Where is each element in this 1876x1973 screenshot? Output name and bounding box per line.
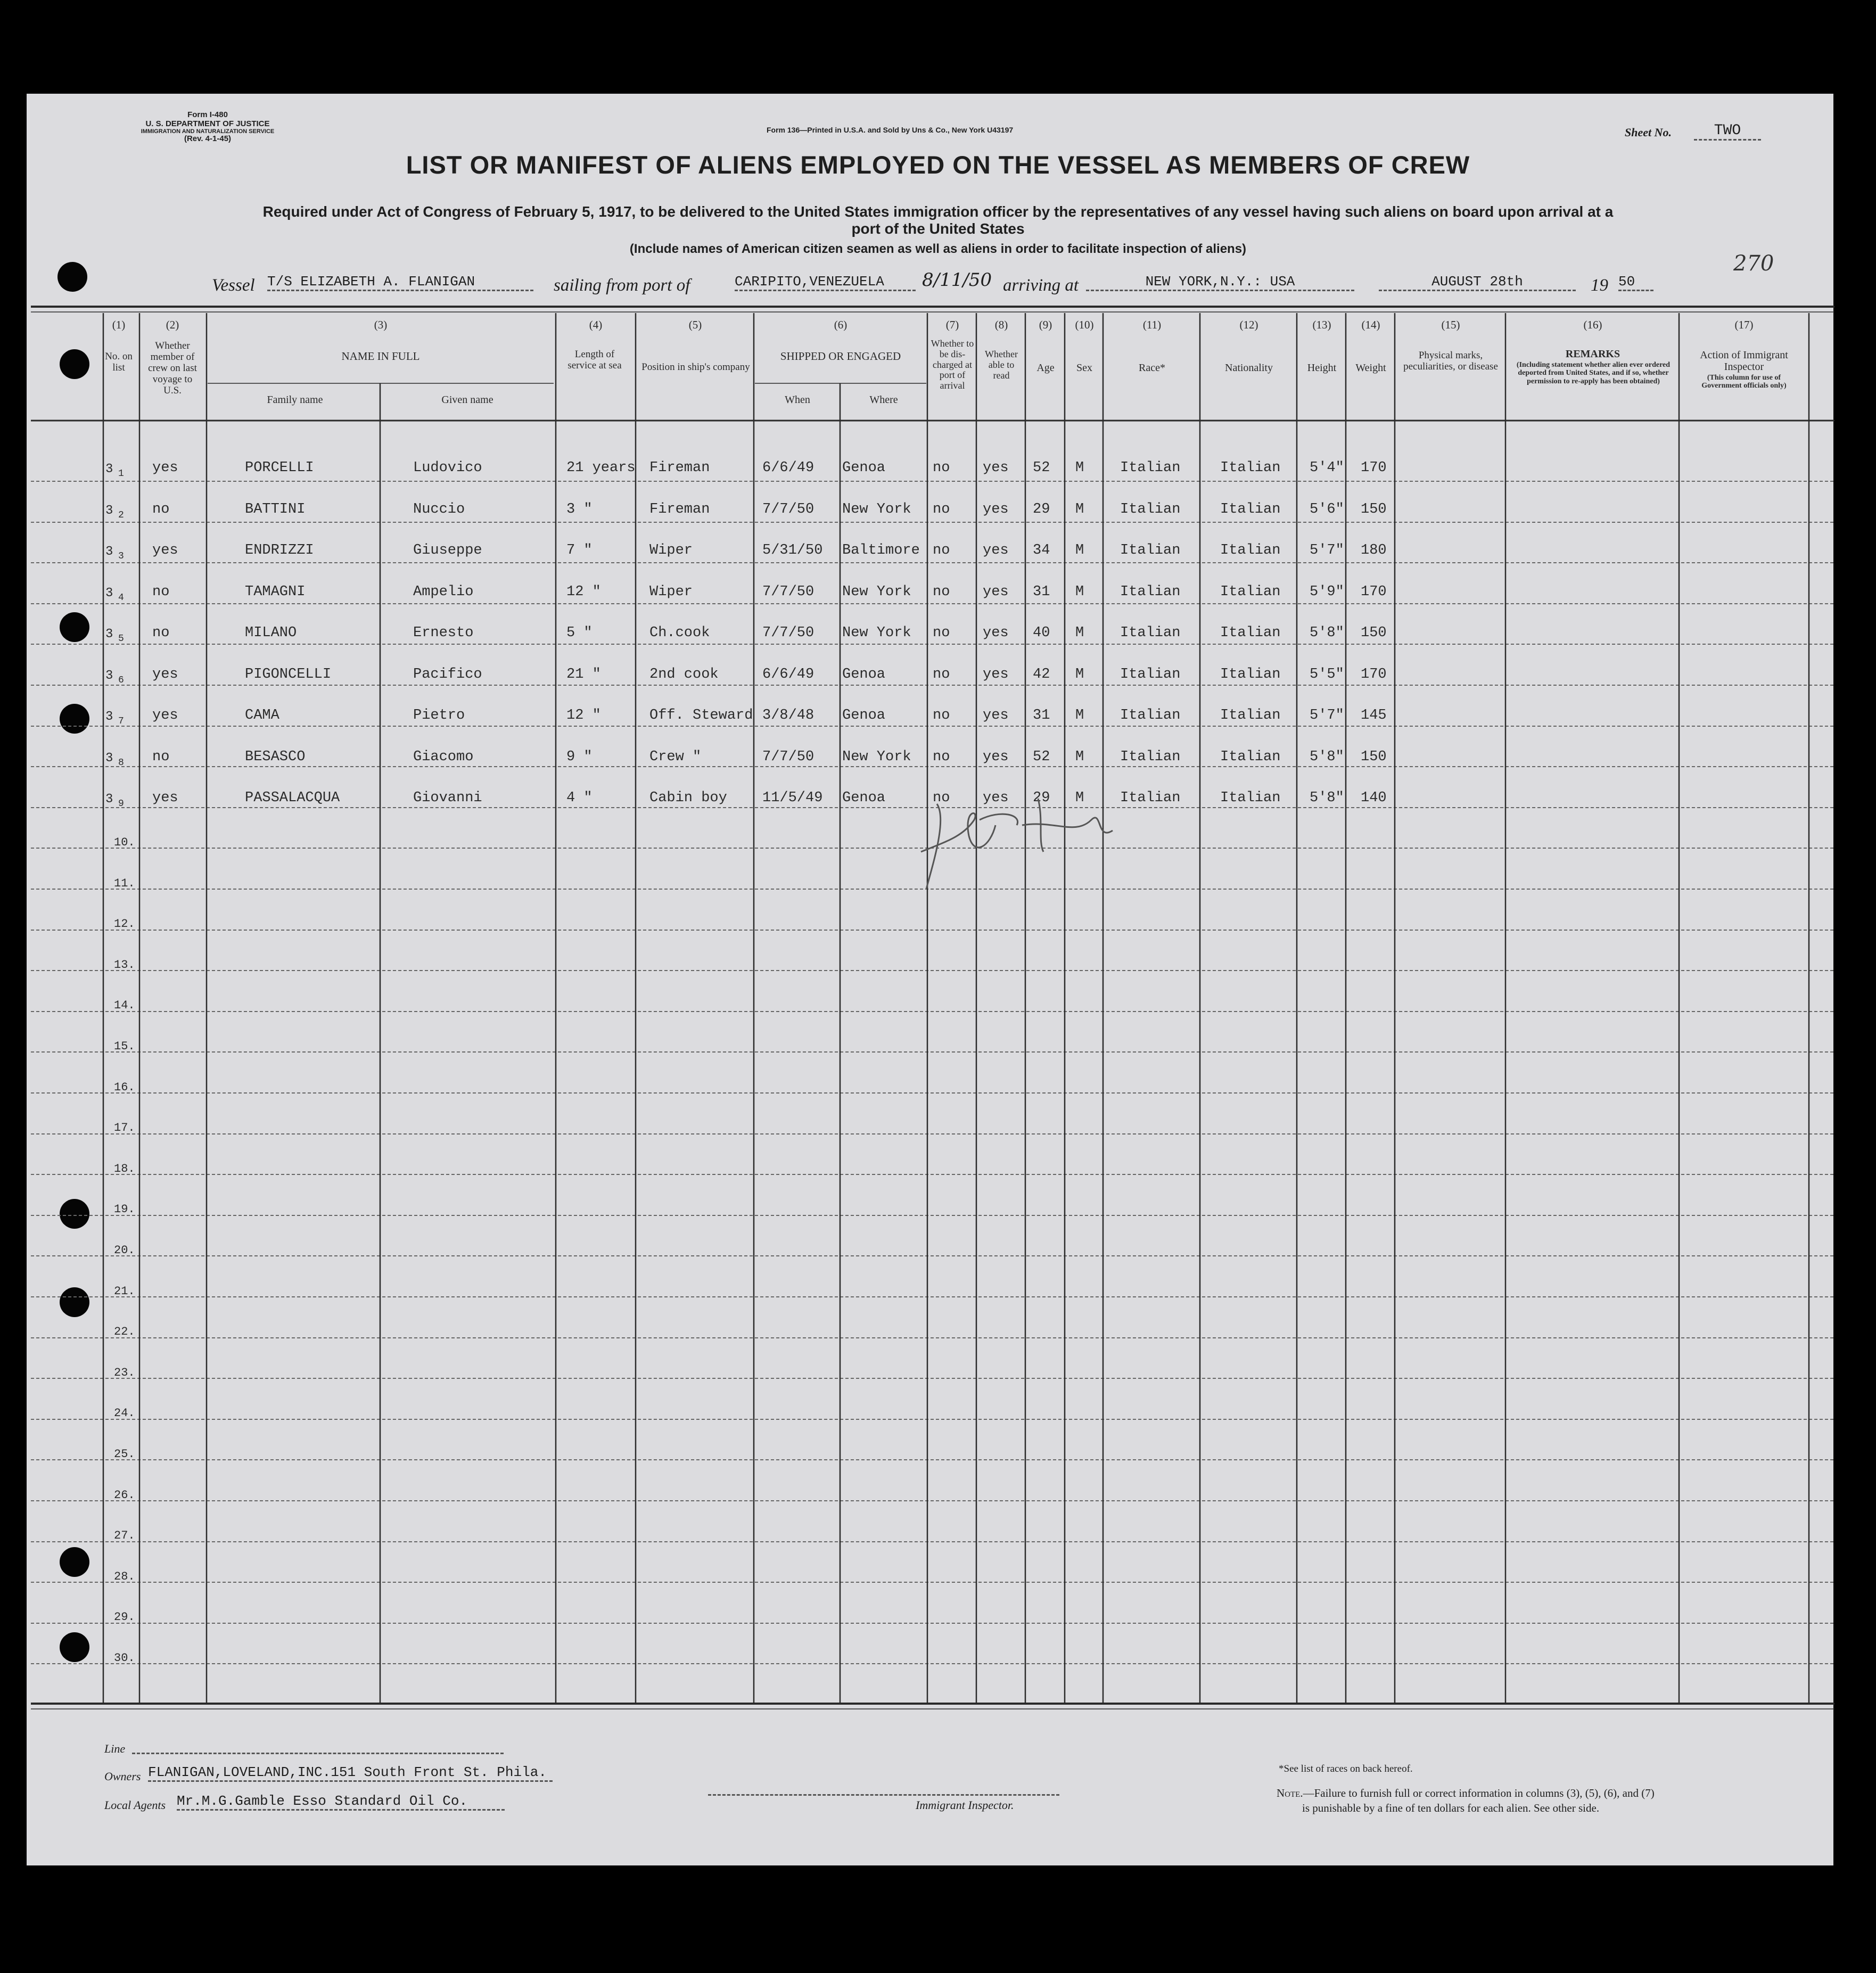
note-line-2: is punishable by a fine of ten dollars for each alien. See other side. [1302,1802,1600,1814]
cell-age: 29 [1033,790,1050,806]
cell-last-voyage: yes [152,790,178,806]
cell-discharged: no [933,625,950,641]
cell-family: PASSALACQUA [245,790,340,806]
row-number-sub-wrap [118,673,124,686]
cell-discharged: no [933,542,950,558]
cell-race: Italian [1120,667,1181,683]
empty-row-number: 27. [114,1529,135,1542]
sheet-label: Sheet No. [1625,126,1672,139]
owners-label: Owners [104,1770,141,1783]
subtitle-port: port of the United States [851,220,1025,237]
year-value: 50 [1618,274,1653,291]
header-discharged: Whether to be dis-charged at port of arrival [931,338,974,391]
cell-sex: M [1075,584,1084,600]
empty-row-number: 26. [114,1489,135,1502]
cell-height: 5'8" [1310,625,1344,641]
row-number: 3 [105,504,113,518]
cell-service: 21 years [566,460,636,476]
cell-position: Ch.cook [649,625,710,641]
sheet-number: TWO [1694,122,1761,141]
cell-read: yes [983,502,1009,517]
cell-position: Cabin boy [649,790,727,806]
cell-sex: M [1075,542,1084,558]
cell-given: Giuseppe [413,542,482,558]
cell-family: TAMAGNI [245,584,306,600]
immigrant-inspector-label: Immigrant Inspector. [916,1798,1014,1812]
cell-height: 5'8" [1310,749,1344,765]
empty-row-number: 15. [114,1040,135,1053]
header-sex: Sex [1076,362,1092,374]
row-number-sub: 7 [118,716,124,727]
cell-service: 21 " [566,667,601,683]
row-number: 3 [105,627,113,642]
col-num-1: (1) [112,318,126,331]
vessel-label: Vessel [212,276,255,295]
empty-row-number: 16. [114,1081,135,1094]
cell-when: 7/7/50 [762,502,814,517]
header-shipped-or-engaged: SHIPPED OR ENGAGED [780,350,901,363]
row-number-sub: 2 [118,510,124,521]
header-inspector-action: Action of Immigrant Inspector [1700,349,1788,373]
service-name: IMMIGRATION AND NATURALIZATION SERVICE [141,128,275,135]
empty-row-number: 30. [114,1651,135,1665]
cell-nationality: Italian [1220,749,1281,765]
empty-row-number: 20. [114,1244,135,1257]
cell-nationality: Italian [1220,708,1281,724]
row-number-sub: 9 [118,799,124,809]
cell-discharged: no [933,708,950,724]
cell-service: 5 " [566,625,593,641]
row-number-sub-wrap [118,796,124,810]
cell-where: New York [842,625,911,641]
cell-position: Off. Steward [649,708,753,724]
header-where: Where [869,394,898,406]
cell-nationality: Italian [1220,502,1281,517]
cell-age: 34 [1033,542,1050,558]
cell-when: 6/6/49 [762,460,814,476]
inspector-signature-line [708,1794,1059,1796]
cell-read: yes [983,584,1009,600]
cell-where: Genoa [842,667,886,683]
cell-nationality: Italian [1220,584,1281,600]
cell-position: Crew " [649,749,702,765]
cell-given: Giacomo [413,749,474,765]
cell-weight: 180 [1361,542,1387,558]
row-number: 3 [105,669,113,683]
row-number-sub: 8 [118,758,124,768]
cell-last-voyage: yes [152,542,178,558]
cell-race: Italian [1120,460,1181,476]
cell-discharged: no [933,502,950,517]
row-number-sub: 5 [118,634,124,644]
row-number: 3 [105,792,113,807]
cell-discharged: no [933,460,950,476]
cell-nationality: Italian [1220,667,1281,683]
cell-when: 7/7/50 [762,625,814,641]
empty-row-number: 29. [114,1610,135,1624]
arrival-date-value: AUGUST 28th [1379,274,1576,291]
header-when: When [785,394,810,406]
row-number: 3 [105,751,113,766]
cell-read: yes [983,460,1009,476]
note-line-1: —Failure to furnish full or correct information in columns (3), (5), (6), and (7) [1303,1787,1655,1799]
empty-row-number: 22. [114,1325,135,1338]
cell-age: 40 [1033,625,1050,641]
row-number-sub-wrap [118,466,124,480]
note-label: Note. [1277,1787,1303,1799]
cell-height: 5'6" [1310,502,1344,517]
cell-discharged: no [933,790,950,806]
header-given-name: Given name [441,394,493,406]
cell-given: Ampelio [413,584,474,600]
col-num-8: (8) [994,318,1008,331]
empty-row-number: 21. [114,1285,135,1298]
header-remarks: REMARKS [1565,348,1620,360]
col-num-14: (14) [1361,318,1380,331]
col-num-16: (16) [1583,318,1602,331]
vessel-value: T/S ELIZABETH A. FLANIGAN [267,274,533,291]
col-num-12: (12) [1239,318,1258,331]
cell-when: 7/7/50 [762,749,814,765]
header-nationality: Nationality [1225,362,1273,374]
cell-height: 5'5" [1310,667,1344,683]
empty-row-number: 10. [114,836,135,849]
manifest-title: LIST OR MANIFEST OF ALIENS EMPLOYED ON THE VESSEL AS MEMBERS OF CREW [406,151,1470,179]
empty-row-number: 17. [114,1121,135,1135]
cell-when: 3/8/48 [762,708,814,724]
cell-weight: 170 [1361,460,1387,476]
header-age: Age [1036,362,1055,374]
cell-given: Ludovico [413,460,482,476]
subtitle-act: Required under Act of Congress of February 5, 1917, to be delivered to the United States immigration officer by the representatives of any vessel having such aliens on board upon arrival at a [262,203,1614,220]
cell-when: 5/31/50 [762,542,823,558]
col-num-13: (13) [1312,318,1331,331]
cell-age: 31 [1033,584,1050,600]
form-number: Form I-480 [187,110,228,119]
sailing-label: sailing from port of [554,276,690,295]
subtitle-include: (Include names of American citizen seamen as well as aliens in order to facilitate inspection of aliens) [629,242,1247,256]
cell-when: 7/7/50 [762,584,814,600]
col-num-11: (11) [1142,318,1162,331]
cell-weight: 150 [1361,502,1387,517]
col-num-2: (2) [166,318,179,331]
cell-read: yes [983,667,1009,683]
year-prefix: 19 [1591,276,1608,295]
header-physical-marks: Physical marks, peculiarities, or disease [1403,350,1498,372]
row-number-sub: 3 [118,551,124,562]
cell-where: New York [842,502,911,517]
arriving-port-value: NEW YORK,N.Y.: USA [1086,274,1354,291]
col-num-9: (9) [1039,318,1052,331]
cell-position: 2nd cook [649,667,719,683]
cell-last-voyage: no [152,502,170,517]
empty-row-number: 11. [114,877,135,890]
cell-family: PIGONCELLI [245,667,332,683]
cell-discharged: no [933,749,950,765]
row-number-sub-wrap [118,549,124,562]
cell-weight: 170 [1361,584,1387,600]
cell-discharged: no [933,584,950,600]
cell-family: BESASCO [245,749,306,765]
header-remarks-note: (Including statement whether alien ever ordered deported from United States, and if so, whether permission to re-apply has been obtained) [1516,361,1671,385]
empty-row-number: 13. [114,958,135,972]
line-fill [132,1753,504,1754]
cell-race: Italian [1120,502,1181,517]
cell-height: 5'9" [1310,584,1344,600]
cell-service: 3 " [566,502,593,517]
empty-row-number: 24. [114,1407,135,1420]
row-number-sub-wrap [118,508,124,521]
cell-last-voyage: yes [152,460,178,476]
cell-race: Italian [1120,708,1181,724]
cell-height: 5'7" [1310,708,1344,724]
cell-family: MILANO [245,625,297,641]
row-number-sub-wrap [118,755,124,769]
cell-read: yes [983,625,1009,641]
header-no-on-list: No. on list [105,351,133,373]
cell-when: 6/6/49 [762,667,814,683]
printer-line: Form 136—Printed in U.S.A. and Sold by Uns & Co., New York U43197 [767,126,1014,134]
cell-sex: M [1075,460,1084,476]
cell-last-voyage: no [152,749,170,765]
cell-service: 12 " [566,584,601,600]
cell-sex: M [1075,790,1084,806]
cell-age: 42 [1033,667,1050,683]
cell-nationality: Italian [1220,625,1281,641]
cell-given: Ernesto [413,625,474,641]
cell-given: Pietro [413,708,465,724]
races-note: *See list of races on back hereof. [1279,1763,1413,1774]
cell-last-voyage: yes [152,667,178,683]
cell-family: PORCELLI [245,460,314,476]
row-number: 3 [105,586,113,601]
cell-given: Pacifico [413,667,482,683]
cell-weight: 150 [1361,749,1387,765]
department-name: U. S. DEPARTMENT OF JUSTICE [145,119,270,128]
cell-position: Wiper [649,584,693,600]
cell-weight: 145 [1361,708,1387,724]
header-position: Position in ship's company [641,361,750,373]
cell-last-voyage: yes [152,708,178,724]
cell-where: Genoa [842,790,886,806]
row-number: 3 [105,545,113,559]
local-agents-label: Local Agents [104,1798,166,1812]
cell-height: 5'8" [1310,790,1344,806]
cell-sex: M [1075,667,1084,683]
cell-family: BATTINI [245,502,306,517]
cell-where: Genoa [842,460,886,476]
row-number: 3 [105,462,113,476]
cell-where: New York [842,749,911,765]
cell-sex: M [1075,749,1084,765]
cell-discharged: no [933,667,950,683]
cell-family: ENDRIZZI [245,542,314,558]
cell-read: yes [983,790,1009,806]
sailing-date-handwritten: 8/11/50 [922,269,992,291]
form-revision: (Rev. 4-1-45) [184,134,232,144]
cell-race: Italian [1120,749,1181,765]
cell-height: 5'4" [1310,460,1344,476]
cell-position: Fireman [649,460,710,476]
arriving-label: arriving at [1003,276,1079,295]
empty-row-number: 23. [114,1366,135,1379]
cell-race: Italian [1120,542,1181,558]
col-num-15: (15) [1441,318,1460,331]
cell-last-voyage: no [152,625,170,641]
empty-row-number: 14. [114,999,135,1012]
inspector-signature [916,788,1129,905]
col-num-7: (7) [945,318,959,331]
stamp-number: 270 [1733,251,1774,276]
cell-sex: M [1075,502,1084,517]
header-weight: Weight [1355,362,1386,374]
cell-weight: 170 [1361,667,1387,683]
cell-position: Wiper [649,542,693,558]
col-num-5: (5) [688,318,702,331]
header-family-name: Family name [267,394,323,406]
empty-row-number: 28. [114,1570,135,1583]
cell-where: Baltimore [842,542,920,558]
header-race: Race* [1139,362,1165,374]
row-number: 3 [105,710,113,724]
row-number-sub-wrap [118,590,124,604]
cell-age: 31 [1033,708,1050,724]
cell-position: Fireman [649,502,710,517]
local-agents-value: Mr.M.G.Gamble Esso Standard Oil Co. [177,1793,505,1811]
header-able-to-read: Whether able to read [985,349,1018,381]
col-num-17: (17) [1734,318,1754,331]
empty-row-number: 25. [114,1448,135,1461]
row-number-sub: 6 [118,675,124,686]
empty-row-number: 19. [114,1203,135,1216]
header-last-voyage: Whether member of crew on last voyage to U.S. [148,340,197,396]
cell-age: 29 [1033,502,1050,517]
cell-service: 12 " [566,708,601,724]
cell-read: yes [983,749,1009,765]
cell-age: 52 [1033,749,1050,765]
cell-sex: M [1075,625,1084,641]
cell-nationality: Italian [1220,460,1281,476]
line-label: Line [104,1742,126,1755]
empty-row-number: 18. [114,1162,135,1175]
cell-weight: 150 [1361,625,1387,641]
cell-age: 52 [1033,460,1050,476]
row-number-sub-wrap [118,631,124,645]
cell-race: Italian [1120,584,1181,600]
cell-last-voyage: no [152,584,170,600]
header-length-of-service: Length of service at sea [567,349,622,371]
cell-family: CAMA [245,708,279,724]
cell-given: Giovanni [413,790,482,806]
cell-sex: M [1075,708,1084,724]
cell-height: 5'7" [1310,542,1344,558]
owners-value: FLANIGAN,LOVELAND,INC.151 South Front St. Phila. [148,1764,553,1782]
cell-race: Italian [1120,790,1181,806]
col-num-10: (10) [1075,318,1094,331]
col-num-4: (4) [589,318,603,331]
cell-where: New York [842,584,911,600]
cell-when: 11/5/49 [762,790,823,806]
header-name-in-full: NAME IN FULL [341,350,420,363]
cell-race: Italian [1120,625,1181,641]
row-number-sub-wrap [118,714,124,727]
cell-read: yes [983,542,1009,558]
row-number-sub: 1 [118,468,124,479]
cell-service: 7 " [566,542,593,558]
empty-row-number: 12. [114,917,135,931]
header-height: Height [1307,362,1337,374]
cell-nationality: Italian [1220,790,1281,806]
cell-weight: 140 [1361,790,1387,806]
header-inspector-note: (This column for use of Government officials only) [1701,374,1787,390]
cell-nationality: Italian [1220,542,1281,558]
col-num-6: (6) [834,318,848,331]
row-number-sub: 4 [118,593,124,603]
cell-service: 9 " [566,749,593,765]
sailing-port-value: CARIPITO,VENEZUELA [735,274,916,291]
cell-service: 4 " [566,790,593,806]
cell-where: Genoa [842,708,886,724]
cell-given: Nuccio [413,502,465,517]
col-num-3: (3) [374,318,388,331]
cell-read: yes [983,708,1009,724]
